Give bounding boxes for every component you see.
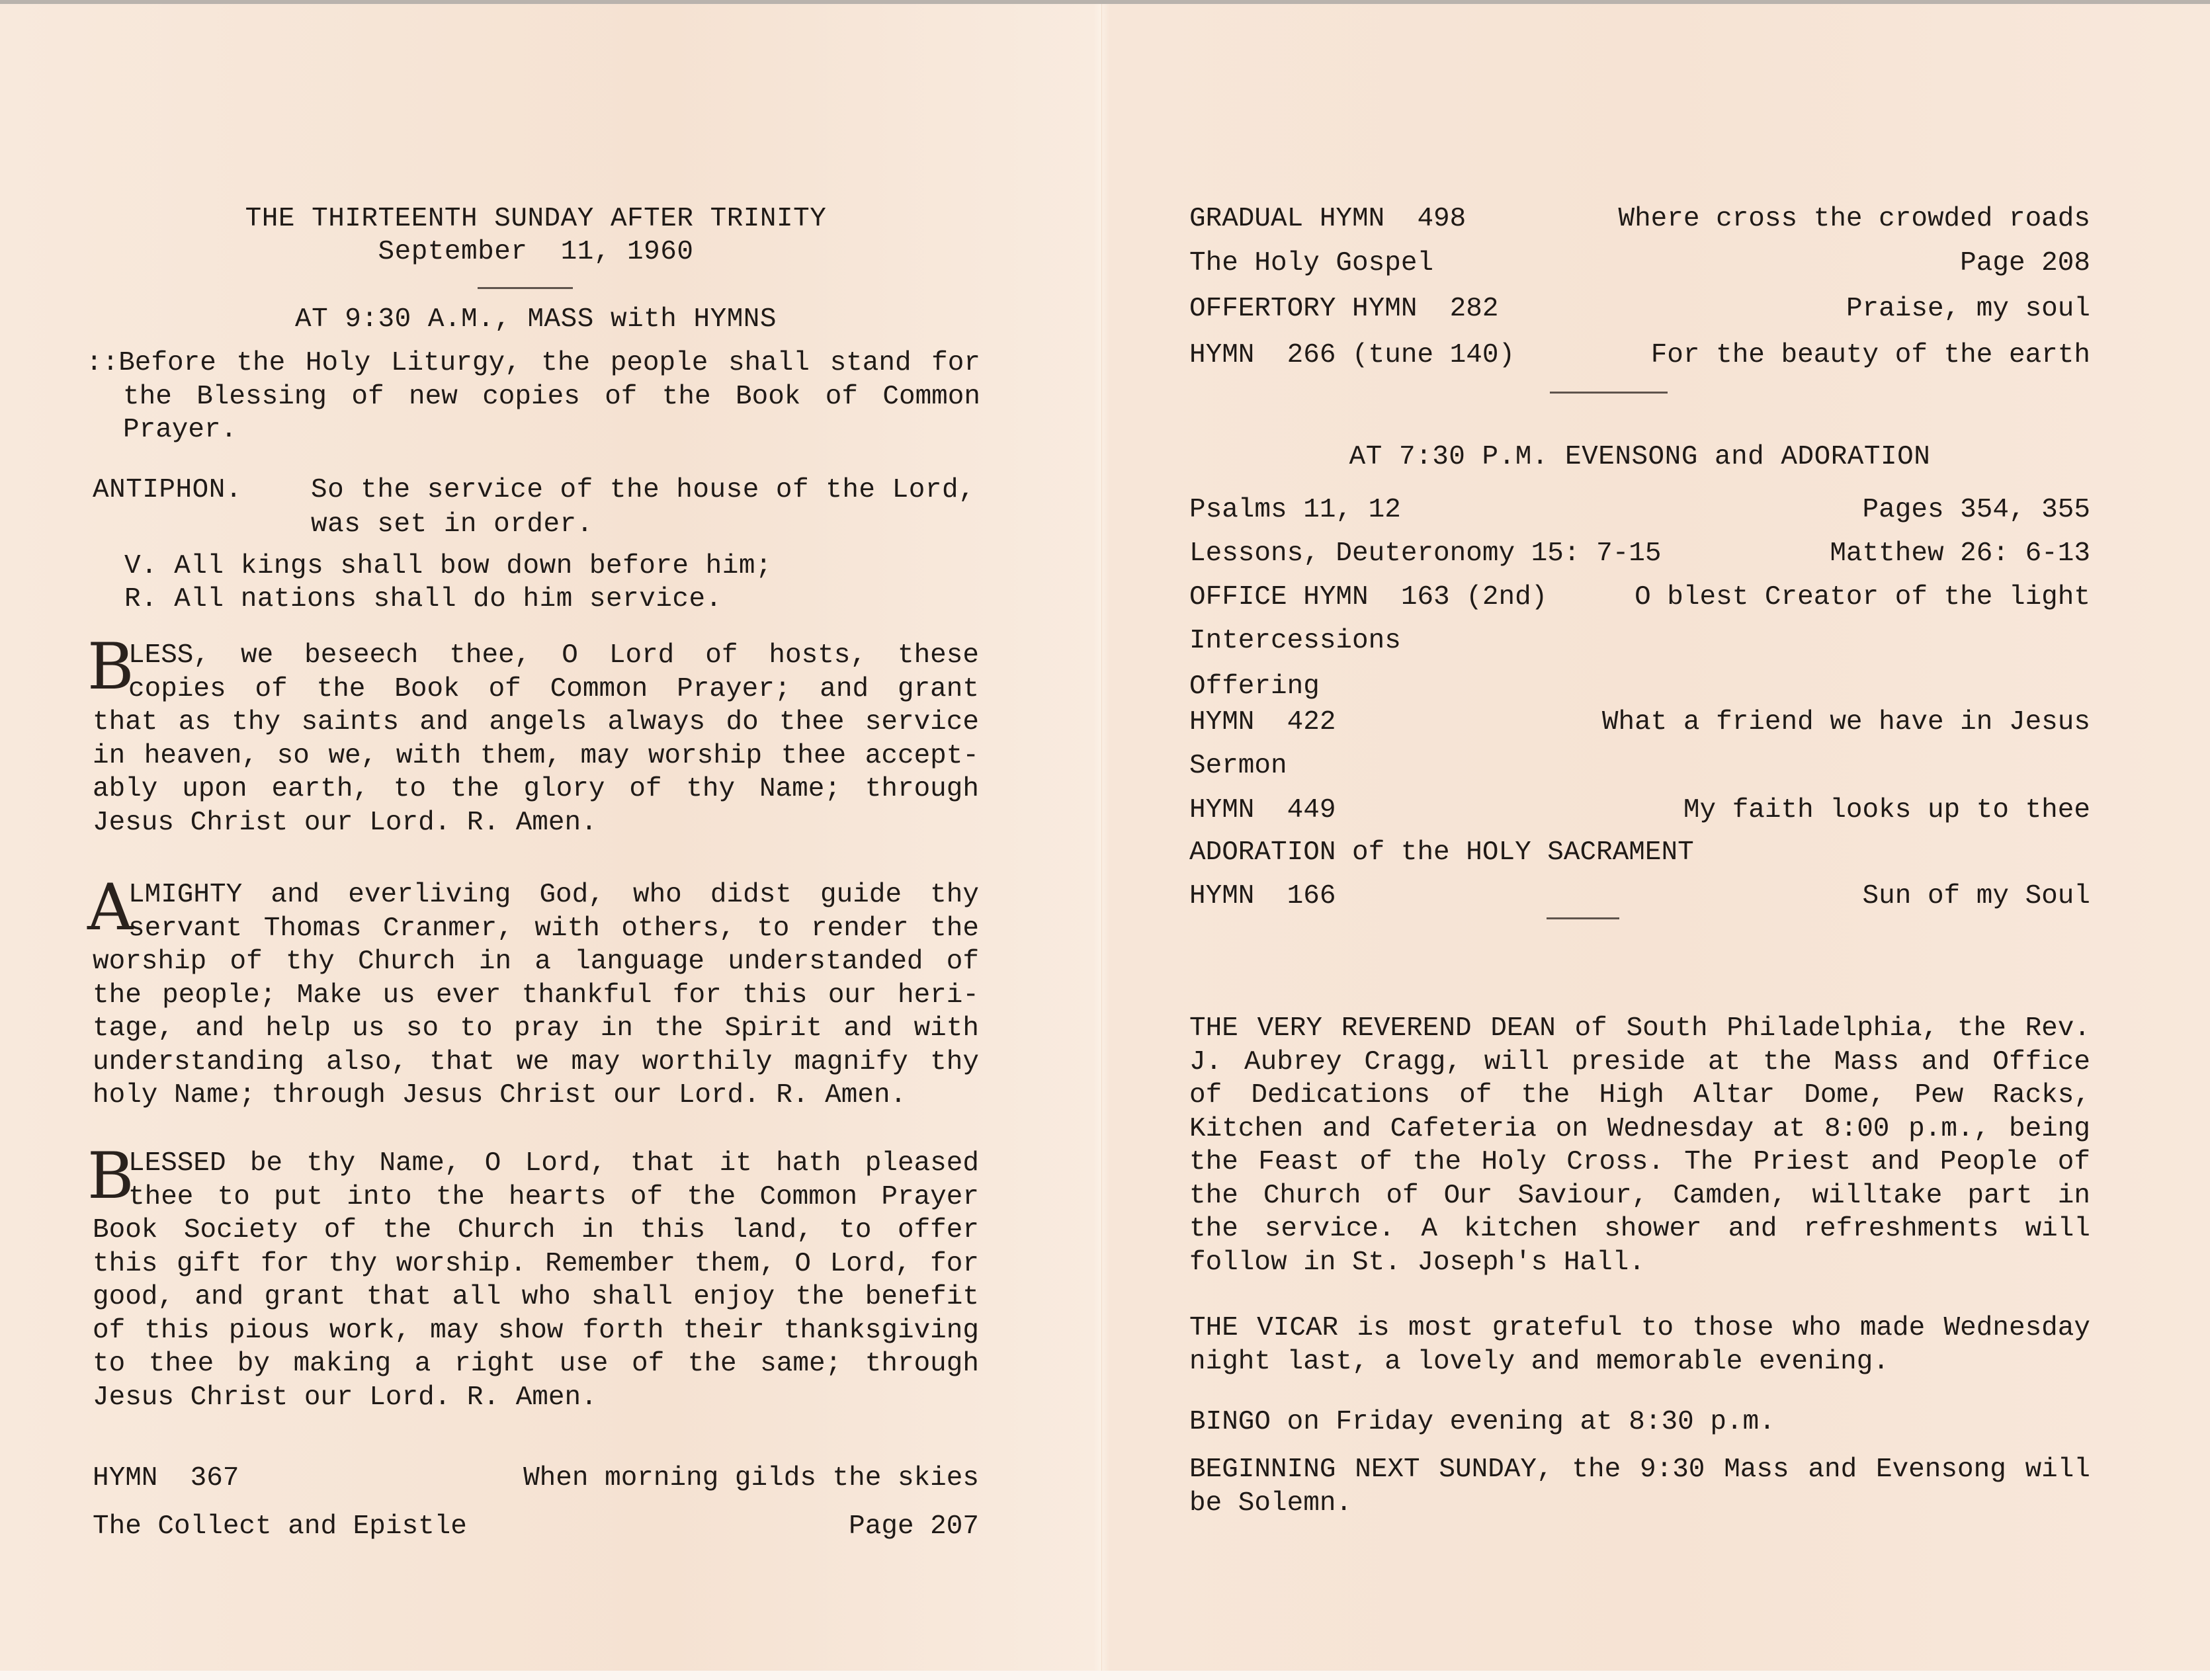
order-item bbox=[1189, 706, 2090, 739]
service-date: September 11, 1960 bbox=[378, 237, 694, 267]
prayer-line: good, and grant that all who shall enjoy the benefit bbox=[93, 1282, 979, 1312]
prayer-line: this gift for thy worship. Remember them, O Lord, for bbox=[93, 1248, 979, 1279]
service-title: THE THIRTEENTH SUNDAY AFTER TRINITY bbox=[245, 204, 827, 234]
prayer-line: in heaven, so we, with them, may worship thee accept- bbox=[93, 740, 979, 771]
divider bbox=[478, 287, 573, 289]
prayer-line: LESSED be thy Name, O Lord, that it hath pleased bbox=[128, 1148, 979, 1179]
divider bbox=[1550, 392, 1668, 394]
order-item bbox=[1189, 493, 2090, 526]
order-item bbox=[1189, 624, 2090, 657]
prayer-line: LMIGHTY and everliving God, who didst guide thy bbox=[128, 880, 979, 910]
announcement-line: J. Aubrey Cragg, will preside at the Mass and Office bbox=[1189, 1046, 2090, 1077]
right-page bbox=[1189, 0, 2090, 1680]
announcement-line: of Dedications of the High Altar Dome, Pew Racks, bbox=[1189, 1080, 2090, 1111]
versicle: V. All kings shall bow down before him; bbox=[124, 551, 773, 581]
order-item-label: HYMN 367 bbox=[93, 1463, 239, 1493]
prayer-line: worship of thy Church in a language understanded of bbox=[93, 946, 979, 977]
drop-cap: A bbox=[87, 870, 134, 945]
prayer-line: tage, and help us so to pray in the Spirit and with bbox=[93, 1013, 979, 1044]
announcement-line: Kitchen and Cafeteria on Wednesday at 8:00 p.m., being bbox=[1189, 1113, 2090, 1144]
order-item-label: OFFERTORY HYMN 282 bbox=[1189, 294, 1499, 324]
prayer-line: that as thy saints and angels always do thee service bbox=[93, 707, 979, 737]
prayer-line: servant Thomas Cranmer, with others, to render the bbox=[128, 913, 979, 944]
prayer-cranmer bbox=[93, 878, 979, 1113]
order-item-detail: Sun of my Soul bbox=[1862, 881, 2090, 911]
rubric bbox=[86, 347, 980, 447]
announcement-dean bbox=[1189, 1012, 2090, 1279]
order-item-label: Lessons, Deuteronomy 15: 7-15 bbox=[1189, 538, 1662, 569]
order-item-label: Offering bbox=[1189, 671, 1320, 702]
order-item bbox=[1189, 247, 2090, 280]
announcement-line: be Solemn. bbox=[1189, 1488, 1353, 1519]
center-fold bbox=[1101, 4, 1103, 1671]
order-item-label: The Holy Gospel bbox=[1189, 248, 1434, 278]
antiphon-label: ANTIPHON. bbox=[93, 475, 242, 505]
order-item-label: HYMN 166 bbox=[1189, 881, 1336, 911]
rubric-line: Prayer. bbox=[123, 415, 237, 445]
order-item-label: Intercessions bbox=[1189, 626, 1401, 656]
announcement-line: THE VERY REVEREND DEAN of South Philadelphia, the Rev. bbox=[1189, 1013, 2090, 1044]
prayer-line: ably upon earth, to the glory of thy Name; through bbox=[93, 774, 979, 804]
evening-heading: AT 7:30 P.M. EVENSONG and ADORATION bbox=[1349, 442, 1931, 472]
order-item-detail: Page 207 bbox=[849, 1511, 979, 1542]
order-item bbox=[1189, 749, 2090, 782]
announcement-vicar bbox=[1189, 1312, 2090, 1378]
order-item-detail: Where cross the crowded roads bbox=[1618, 204, 2090, 234]
announcement-line: the Church of Our Saviour, Camden, willtake part in bbox=[1189, 1180, 2090, 1211]
announcement-bingo bbox=[1189, 1406, 2090, 1439]
order-item-detail: Page 208 bbox=[1960, 248, 2090, 278]
announcement-line: BEGINNING NEXT SUNDAY, the 9:30 Mass and Evensong will bbox=[1189, 1454, 2090, 1485]
order-item-detail: For the beauty of the earth bbox=[1650, 340, 2090, 370]
order-item-detail: What a friend we have in Jesus bbox=[1601, 707, 2090, 737]
prayer-line: thee to put into the hearts of the Common Prayer bbox=[128, 1181, 979, 1212]
response: R. All nations shall do him service. bbox=[124, 584, 722, 614]
order-item-label: GRADUAL HYMN 498 bbox=[1189, 204, 1466, 234]
prayer-line: to thee by making a right use of the same; through bbox=[93, 1349, 979, 1379]
prayer-line: LESS, we beseech thee, O Lord of hosts, these bbox=[128, 640, 979, 671]
antiphon-text: So the service of the house of the Lord, bbox=[311, 475, 976, 505]
drop-cap: B bbox=[87, 1139, 134, 1213]
divider bbox=[1547, 917, 1619, 919]
announcement-line: night last, a lovely and memorable evening. bbox=[1189, 1346, 1889, 1377]
prayer-line: holy Name; through Jesus Christ our Lord. R. Amen. bbox=[93, 1080, 907, 1111]
morning-heading: AT 9:30 A.M., MASS with HYMNS bbox=[294, 304, 777, 335]
antiphon-text: was set in order. bbox=[311, 509, 593, 540]
order-item-detail: Matthew 26: 6-13 bbox=[1830, 538, 2090, 569]
order-item-label: HYMN 266 (tune 140) bbox=[1189, 340, 1515, 370]
order-item bbox=[1189, 537, 2090, 570]
order-item-label: ADORATION of the HOLY SACRAMENT bbox=[1189, 837, 1694, 868]
announcement-line: the Feast of the Holy Cross. The Priest and People of bbox=[1189, 1147, 2090, 1177]
order-item bbox=[93, 1510, 979, 1543]
order-item-label: Sermon bbox=[1189, 751, 1287, 781]
order-item bbox=[93, 1462, 979, 1495]
order-item bbox=[1189, 880, 2090, 913]
order-item-label: OFFICE HYMN 163 (2nd) bbox=[1189, 582, 1548, 612]
drop-cap: B bbox=[87, 630, 134, 704]
announcement-solemn bbox=[1189, 1453, 2090, 1520]
left-page bbox=[86, 0, 980, 1680]
rubric-line: ::Before the Holy Liturgy, the people shall stand for bbox=[86, 348, 980, 378]
order-item-detail: Pages 354, 355 bbox=[1862, 495, 2090, 525]
announcement-line: follow in St. Joseph's Hall. bbox=[1189, 1247, 1645, 1278]
prayer-thanksgiving bbox=[93, 1147, 979, 1414]
prayer-line: Jesus Christ our Lord. R. Amen. bbox=[93, 1382, 597, 1413]
order-item bbox=[1189, 670, 2090, 703]
order-item-detail: When morning gilds the skies bbox=[523, 1463, 979, 1493]
order-item-detail: My faith looks up to thee bbox=[1683, 795, 2090, 825]
order-item bbox=[1189, 836, 2090, 869]
order-item-detail: Praise, my soul bbox=[1846, 294, 2090, 324]
order-item-label: HYMN 422 bbox=[1189, 707, 1336, 737]
prayer-line: understanding also, that we may worthily magnify thy bbox=[93, 1046, 979, 1077]
announcement-line: THE VICAR is most grateful to those who made Wednesday bbox=[1189, 1313, 2090, 1343]
rubric-line: the Blessing of new copies of the Book of Common bbox=[123, 381, 980, 412]
prayer-line: Jesus Christ our Lord. R. Amen. bbox=[93, 807, 597, 838]
prayer-blessing bbox=[93, 639, 979, 839]
order-item-detail: O blest Creator of the light bbox=[1635, 582, 2090, 612]
order-item-label: The Collect and Epistle bbox=[93, 1511, 467, 1542]
order-item bbox=[1189, 292, 2090, 325]
announcement-line: the service. A kitchen shower and refreshments will bbox=[1189, 1214, 2090, 1244]
prayer-line: Book Society of the Church in this land, to offer bbox=[93, 1215, 979, 1245]
prayer-line: the people; Make us ever thankful for this our heri- bbox=[93, 980, 979, 1011]
prayer-line: copies of the Book of Common Prayer; and grant bbox=[128, 673, 979, 704]
order-item bbox=[1189, 339, 2090, 372]
order-item-label: HYMN 449 bbox=[1189, 795, 1336, 825]
prayer-line: of this pious work, may show forth their thanksgiving bbox=[93, 1315, 979, 1346]
order-item bbox=[1189, 794, 2090, 827]
announcement-line: BINGO on Friday evening at 8:30 p.m. bbox=[1189, 1407, 1775, 1437]
order-item bbox=[1189, 581, 2090, 614]
order-item-label: Psalms 11, 12 bbox=[1189, 495, 1401, 525]
order-item bbox=[1189, 202, 2090, 235]
